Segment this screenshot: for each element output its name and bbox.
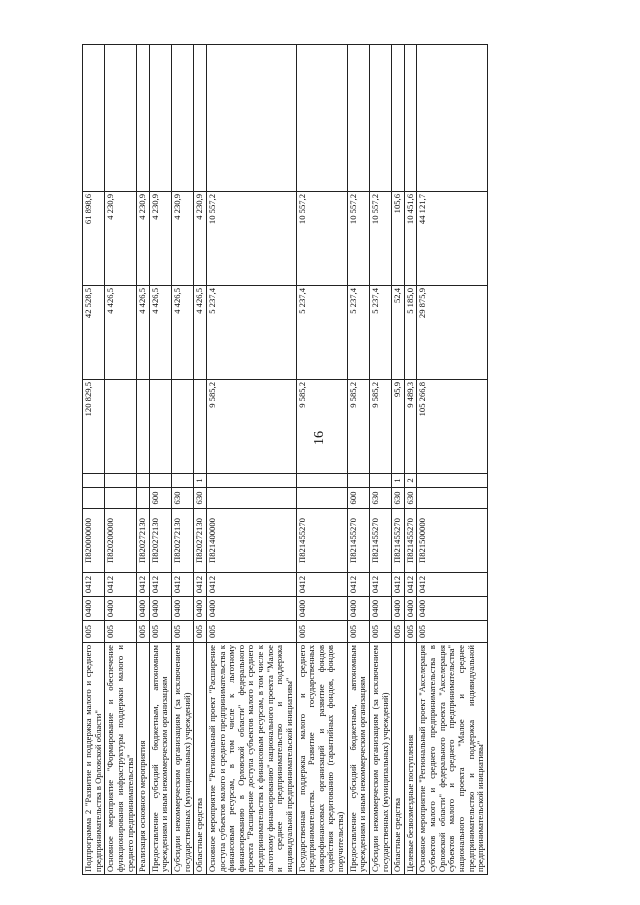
- amount-1: 120 829,5: [83, 380, 105, 474]
- amount-4: [417, 45, 487, 192]
- table-row: [149, 45, 171, 875]
- amount-1: 9 585,2: [369, 380, 391, 474]
- amount-4: [206, 45, 296, 192]
- code-target: П820000000: [83, 509, 105, 573]
- code-target: П821455270: [369, 509, 391, 573]
- code-admin: 005: [137, 621, 150, 643]
- code-source: [296, 474, 347, 488]
- code-target: П821455270: [392, 509, 405, 573]
- code-subsection: 0412: [137, 573, 150, 597]
- code-section: 0400: [296, 597, 347, 621]
- code-subsection: 0412: [392, 573, 405, 597]
- budget-table: [82, 44, 488, 875]
- code-target: П821455270: [347, 509, 369, 573]
- row-name: Областные средства: [194, 643, 207, 875]
- code-section: 0400: [206, 597, 296, 621]
- code-expense-type: [417, 488, 487, 509]
- budget-table-body: [83, 45, 488, 875]
- code-admin: 005: [172, 621, 194, 643]
- code-subsection: 0412: [347, 573, 369, 597]
- amount-3: 4 230,9: [194, 192, 207, 286]
- table-row: [296, 45, 347, 875]
- amount-4: [149, 45, 171, 192]
- amount-2: 4 426,5: [194, 286, 207, 380]
- code-expense-type: 630: [369, 488, 391, 509]
- amount-4: [369, 45, 391, 192]
- code-expense-type: 600: [347, 488, 369, 509]
- code-expense-type: 600: [149, 488, 171, 509]
- row-name: Основное мероприятие "Региональный проект "Акселерация субъектов малого и среднего предпринимательства в Орловской области" федерального проекта "Акселерация субъектов малого и среднего предпринимательства" национального проекта "Малое и среднее предпринимательство и поддержка индивидуальной предпринимательской инициативы": [417, 643, 487, 875]
- code-admin: 005: [206, 621, 296, 643]
- table-row: [194, 45, 207, 875]
- code-target: П820272130: [137, 509, 150, 573]
- code-admin: 005: [194, 621, 207, 643]
- code-target: П821500000: [417, 509, 487, 573]
- code-subsection: 0412: [194, 573, 207, 597]
- code-target: П820200000: [105, 509, 137, 573]
- row-name: Предоставление субсидий бюджетным, автономным учреждениям и иным некоммерческим организациям: [149, 643, 171, 875]
- code-section: 0400: [347, 597, 369, 621]
- code-expense-type: 630: [172, 488, 194, 509]
- amount-3: 10 557,2: [369, 192, 391, 286]
- amount-2: 5 237,4: [369, 286, 391, 380]
- code-section: 0400: [137, 597, 150, 621]
- code-subsection: 0412: [296, 573, 347, 597]
- amount-1: [105, 380, 137, 474]
- code-target: П821455270: [404, 509, 417, 573]
- row-name: Основное мероприятие "Формирование и обеспечение функционирования инфраструктуры поддержки малого и среднего предпринимательства": [105, 643, 137, 875]
- amount-1: 9 585,2: [206, 380, 296, 474]
- amount-3: 105,6: [392, 192, 405, 286]
- table-row: [347, 45, 369, 875]
- code-admin: 005: [369, 621, 391, 643]
- code-section: 0400: [392, 597, 405, 621]
- code-source: [347, 474, 369, 488]
- amount-4: [172, 45, 194, 192]
- code-source: [206, 474, 296, 488]
- amount-3: 10 557,2: [296, 192, 347, 286]
- table-row: [137, 45, 150, 875]
- code-subsection: 0412: [369, 573, 391, 597]
- amount-1: 9 489,3: [404, 380, 417, 474]
- code-subsection: 0412: [149, 573, 171, 597]
- code-source: [105, 474, 137, 488]
- amount-2: 5 237,4: [347, 286, 369, 380]
- code-section: 0400: [369, 597, 391, 621]
- table-row: [105, 45, 137, 875]
- code-subsection: 0412: [83, 573, 105, 597]
- amount-2: 4 426,5: [137, 286, 150, 380]
- table-row: [206, 45, 296, 875]
- code-expense-type: [137, 488, 150, 509]
- amount-1: [172, 380, 194, 474]
- code-target: П820272130: [194, 509, 207, 573]
- code-subsection: 0412: [206, 573, 296, 597]
- amount-2: 4 426,5: [149, 286, 171, 380]
- table-row: [369, 45, 391, 875]
- amount-3: 4 230,9: [149, 192, 171, 286]
- page-number: 16: [312, 431, 327, 445]
- amount-1: [194, 380, 207, 474]
- code-expense-type: [105, 488, 137, 509]
- amount-2: 5 185,0: [404, 286, 417, 380]
- table-row: [172, 45, 194, 875]
- code-target: П820272130: [149, 509, 171, 573]
- amount-3: 4 230,9: [105, 192, 137, 286]
- row-name: Основное мероприятие "Региональный проект "Расширение доступа субъектов малого и среднего предпринимательства к финансовым ресурсам, в том числе к льготному финансированию в Орловской области" федерального проекта "Расширение доступа субъектов малого и среднего предпринимательства к финансовым ресурсам, в том числе к льготному финансированию" национального проекта "Малое и среднее предпринимательство и поддержка индивидуальной предпринимательской инициативы": [206, 643, 296, 875]
- table-row: [417, 45, 487, 875]
- code-target: П821455270: [296, 509, 347, 573]
- amount-2: 4 426,5: [105, 286, 137, 380]
- code-expense-type: [206, 488, 296, 509]
- code-source: [149, 474, 171, 488]
- code-source: 2: [404, 474, 417, 488]
- code-section: 0400: [149, 597, 171, 621]
- amount-1: 9 585,2: [296, 380, 347, 474]
- code-admin: 005: [296, 621, 347, 643]
- amount-3: 10 557,2: [206, 192, 296, 286]
- amount-4: [296, 45, 347, 192]
- table-row: [404, 45, 417, 875]
- code-source: [172, 474, 194, 488]
- amount-3: 4 230,9: [172, 192, 194, 286]
- row-name: Подпрограмма 2 "Развитие и поддержка малого и среднего предпринимательства в Орловской области": [83, 643, 105, 875]
- table-row: [392, 45, 405, 875]
- code-admin: 005: [404, 621, 417, 643]
- code-subsection: 0412: [404, 573, 417, 597]
- code-expense-type: 630: [404, 488, 417, 509]
- amount-4: [137, 45, 150, 192]
- amount-3: 44 121,7: [417, 192, 487, 286]
- code-expense-type: [296, 488, 347, 509]
- row-name: Целевые безвозмездные поступления: [404, 643, 417, 875]
- code-section: 0400: [172, 597, 194, 621]
- code-subsection: 0412: [172, 573, 194, 597]
- amount-2: 29 875,9: [417, 286, 487, 380]
- amount-1: 105 266,8: [417, 380, 487, 474]
- code-admin: 005: [417, 621, 487, 643]
- code-section: 0400: [194, 597, 207, 621]
- code-target: П820272130: [172, 509, 194, 573]
- row-name: Реализация основного мероприятия: [137, 643, 150, 875]
- code-section: 0400: [417, 597, 487, 621]
- code-admin: 005: [392, 621, 405, 643]
- amount-2: 52,4: [392, 286, 405, 380]
- amount-4: [83, 45, 105, 192]
- amount-4: [392, 45, 405, 192]
- code-section: 0400: [105, 597, 137, 621]
- amount-4: [105, 45, 137, 192]
- amount-2: 42 528,5: [83, 286, 105, 380]
- amount-2: 5 237,4: [296, 286, 347, 380]
- code-expense-type: [83, 488, 105, 509]
- code-admin: 005: [149, 621, 171, 643]
- code-subsection: 0412: [105, 573, 137, 597]
- rotated-table-container: [82, 45, 537, 875]
- table-row: [83, 45, 105, 875]
- row-name: Субсидии некоммерческим организациям (за исключением государственных (муниципальных) учреждений): [369, 643, 391, 875]
- code-expense-type: 630: [392, 488, 405, 509]
- code-subsection: 0412: [417, 573, 487, 597]
- amount-3: 4 230,9: [137, 192, 150, 286]
- amount-1: 9 585,2: [347, 380, 369, 474]
- row-name: Предоставление субсидий бюджетным, автономным учреждениям и иным некоммерческим организациям: [347, 643, 369, 875]
- code-source: [83, 474, 105, 488]
- amount-3: 61 898,6: [83, 192, 105, 286]
- code-section: 0400: [404, 597, 417, 621]
- code-source: 1: [392, 474, 405, 488]
- amount-4: [404, 45, 417, 192]
- amount-2: 4 426,5: [172, 286, 194, 380]
- code-expense-type: 630: [194, 488, 207, 509]
- code-source: 1: [194, 474, 207, 488]
- amount-1: [149, 380, 171, 474]
- code-target: П821400000: [206, 509, 296, 573]
- row-name: Субсидии некоммерческим организациям (за исключением государственных (муниципальных) учреждений): [172, 643, 194, 875]
- code-admin: 005: [105, 621, 137, 643]
- code-source: [137, 474, 150, 488]
- amount-1: 95,9: [392, 380, 405, 474]
- amount-2: 5 237,4: [206, 286, 296, 380]
- amount-3: 10 451,6: [404, 192, 417, 286]
- row-name: Государственная поддержка малого и среднего предпринимательства. Развитие государственных микрофинансовых организаций и развитие фондов содействия кредитованию (гарантийных фондов, фондов поручительства): [296, 643, 347, 875]
- row-name: Областные средства: [392, 643, 405, 875]
- code-admin: 005: [83, 621, 105, 643]
- code-source: [369, 474, 391, 488]
- code-source: [417, 474, 487, 488]
- code-section: 0400: [83, 597, 105, 621]
- amount-3: 10 557,2: [347, 192, 369, 286]
- amount-1: [137, 380, 150, 474]
- amount-4: [347, 45, 369, 192]
- code-admin: 005: [347, 621, 369, 643]
- amount-4: [194, 45, 207, 192]
